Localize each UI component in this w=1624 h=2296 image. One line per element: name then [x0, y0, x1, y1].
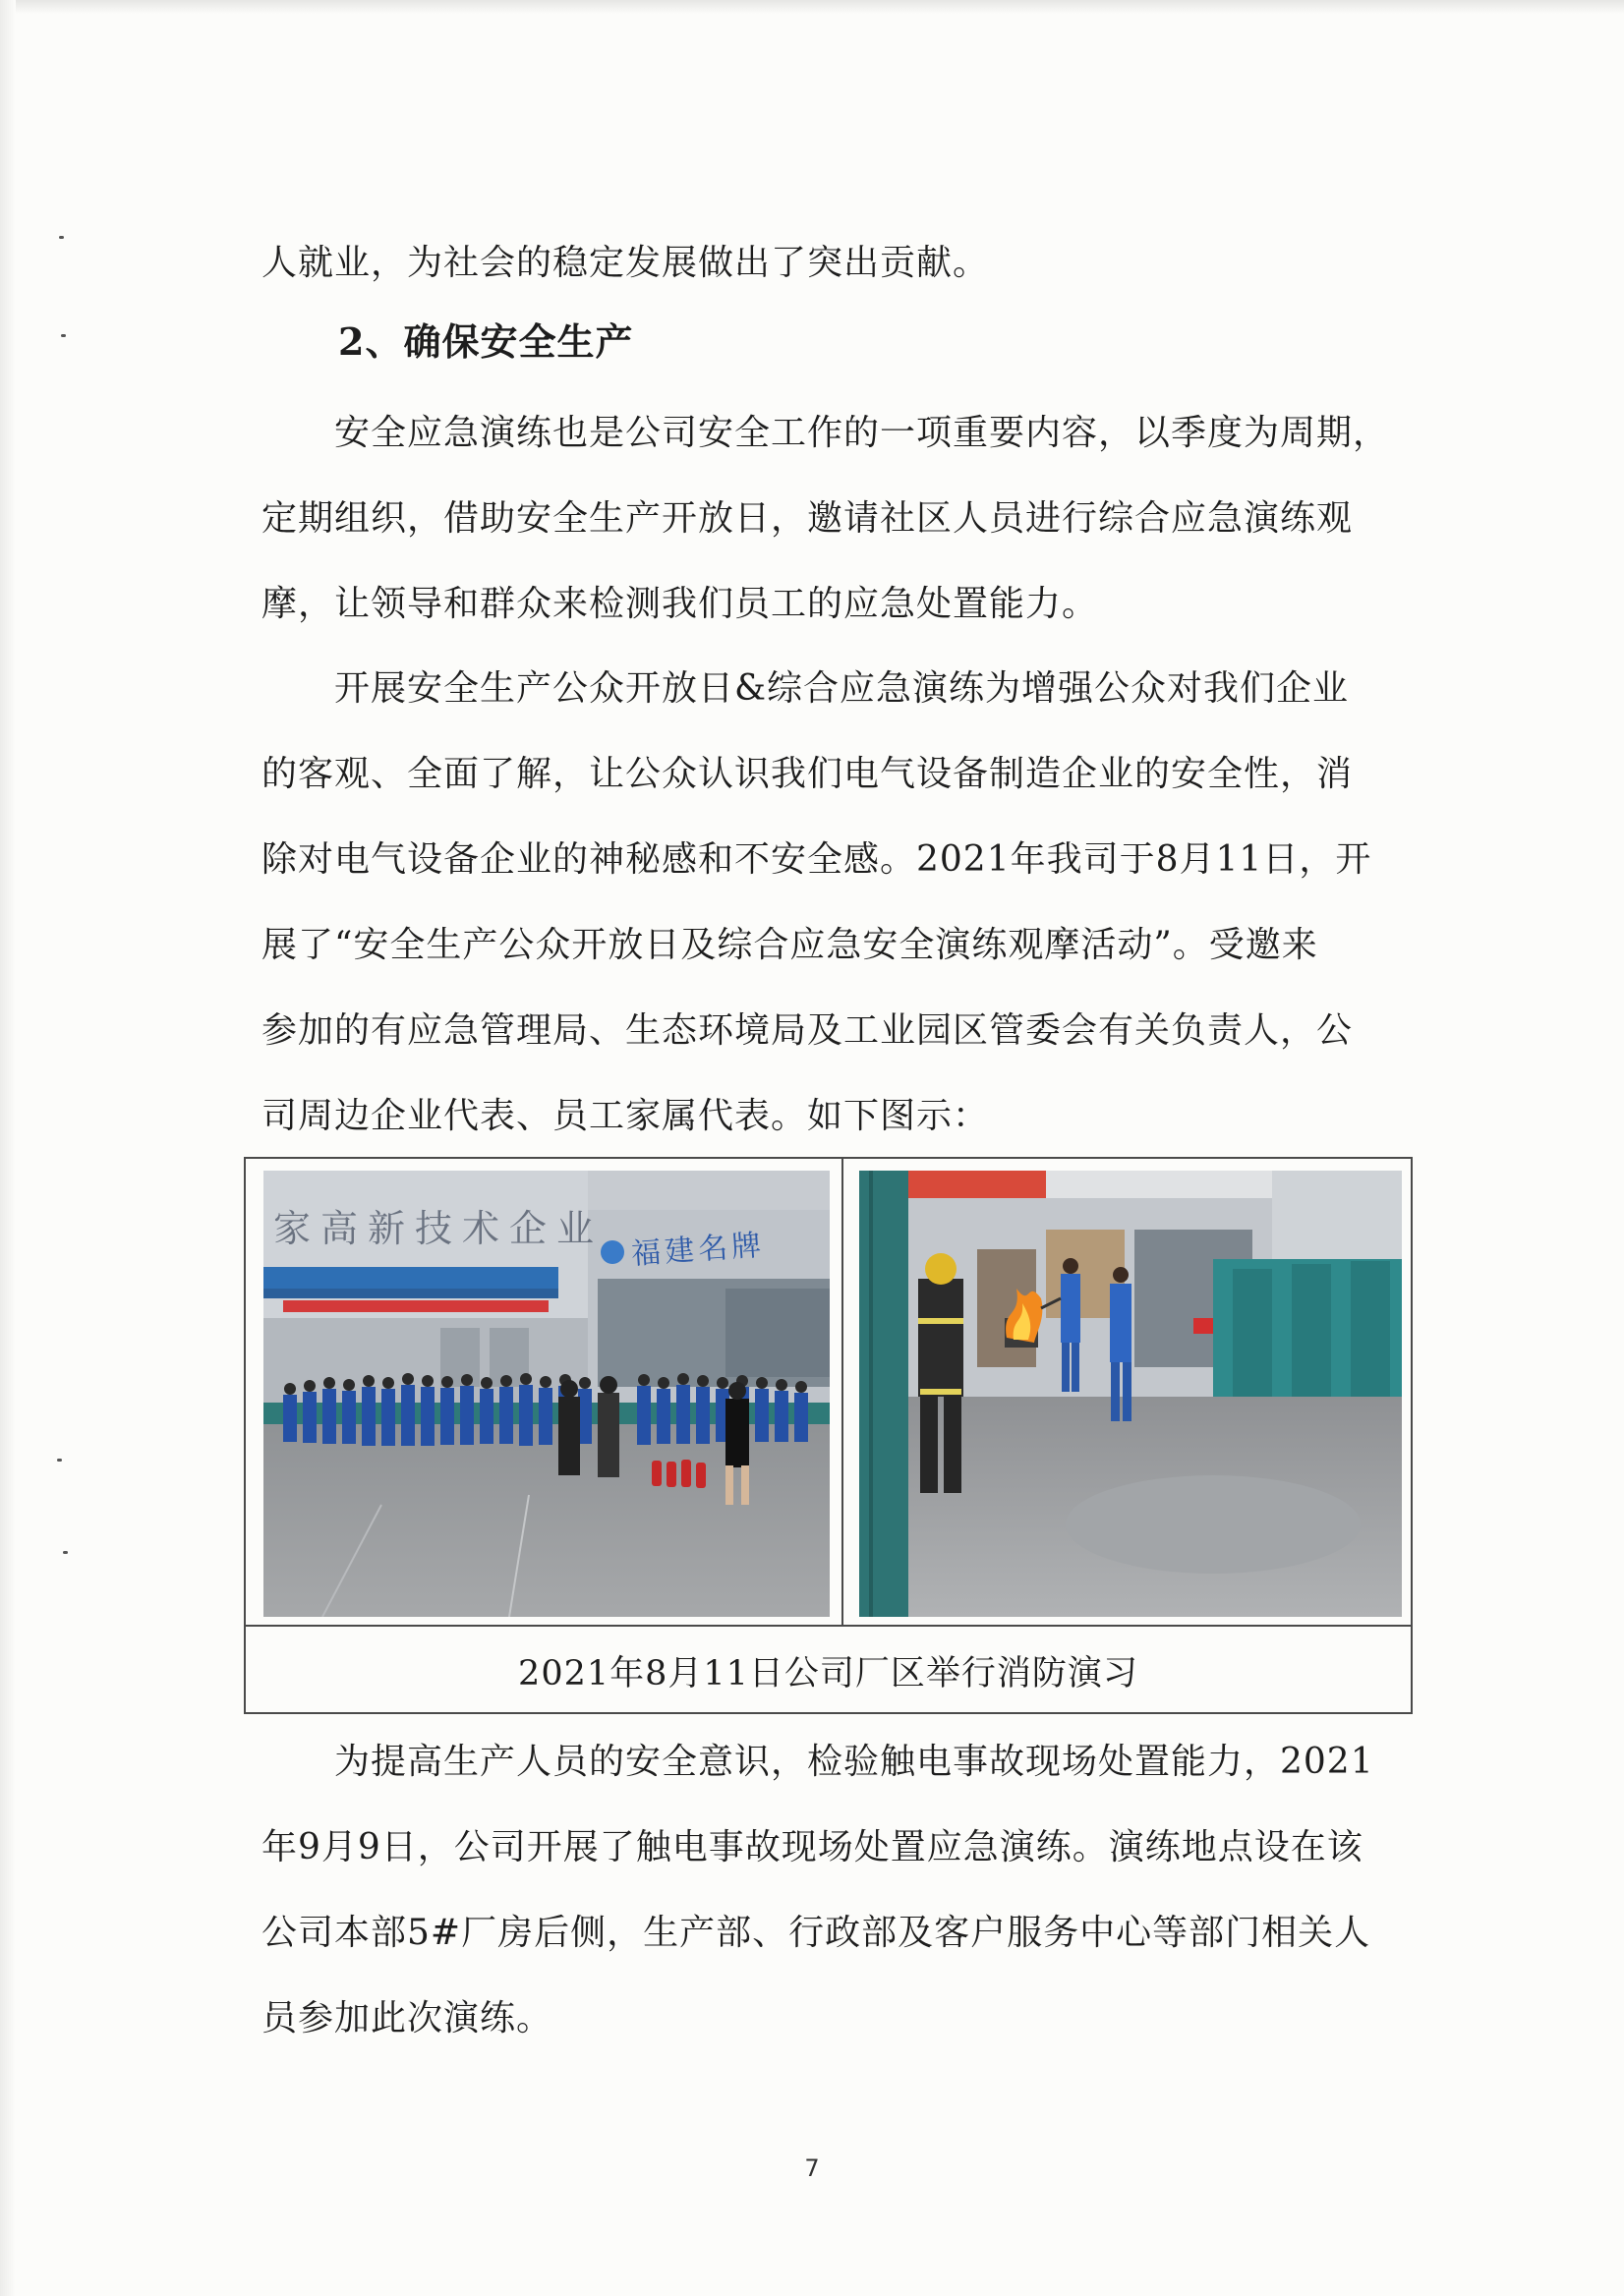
section-heading: 2、确保安全生产: [338, 319, 634, 364]
photo-divider: [841, 1159, 843, 1625]
intro-paragraph: [261, 220, 1402, 306]
scan-top-edge: [0, 0, 1624, 14]
paragraph-line: 司周边企业代表、员工家属代表。如下图示：: [261, 1096, 990, 1136]
scan-left-edge: [0, 0, 16, 2296]
paragraph-line: 定期组织，借助安全生产开放日，邀请社区人员进行综合应急演练观: [261, 498, 1354, 539]
paragraph-electric-shock-drill: [261, 1719, 1402, 2061]
scan-speck: [57, 1459, 62, 1462]
paragraph-line: 展了“安全生产公众开放日及综合应急安全演练观摩活动”。受邀来: [261, 925, 1318, 965]
figure-table: [244, 1157, 1413, 1714]
scan-speck: [59, 236, 64, 239]
sign-text-brand: 福建名牌: [630, 1229, 767, 1271]
photo-fire-drill-crowd-image: [263, 1171, 830, 1617]
sign-text-company: 家高新技术企业: [273, 1209, 605, 1250]
figure-caption: 2021年8月11日公司厂区举行消防演习: [518, 1653, 1138, 1693]
page-number: 7: [804, 2154, 820, 2182]
paragraph-open-day: [261, 646, 1402, 1159]
scan-speck: [61, 334, 66, 337]
paragraph-line: 为提高生产人员的安全意识，检验触电事故现场处置能力，2021: [261, 1742, 1374, 1782]
paragraph-emergency-drill: [261, 390, 1402, 647]
paragraph-line: 参加的有应急管理局、生态环境局及工业园区管委会有关负责人，公: [261, 1010, 1354, 1051]
paragraph-line: 公司本部5#厂房后侧，生产部、行政部及客户服务中心等部门相关人: [261, 1913, 1371, 1953]
scan-speck: [63, 1551, 68, 1554]
paragraph-line: 安全应急演练也是公司安全工作的一项重要内容，以季度为周期，: [261, 413, 1390, 453]
paragraph-line: 摩，让领导和群众来检测我们员工的应急处置能力。: [261, 584, 1099, 624]
photo-fire-drill-crowd: [263, 1171, 830, 1617]
paragraph-line: 员参加此次演练。: [261, 1998, 553, 2038]
paragraph-line: 人就业，为社会的稳定发展做出了突出贡献。: [261, 243, 990, 283]
paragraph-line: 的客观、全面了解，让公众认识我们电气设备制造企业的安全性，消: [261, 754, 1354, 794]
paragraph-line: 年9月9日，公司开展了触电事故现场处置应急演练。演练地点设在该: [261, 1827, 1363, 1867]
photo-firefighter-demo: [859, 1171, 1402, 1617]
paragraph-line: 除对电气设备企业的神秘感和不安全感。2021年我司于8月11日，开: [261, 839, 1372, 880]
paragraph-line: 开展安全生产公众开放日&综合应急演练为增强公众对我们企业: [261, 668, 1350, 709]
photo-firefighter-demo-image: [859, 1171, 1402, 1617]
